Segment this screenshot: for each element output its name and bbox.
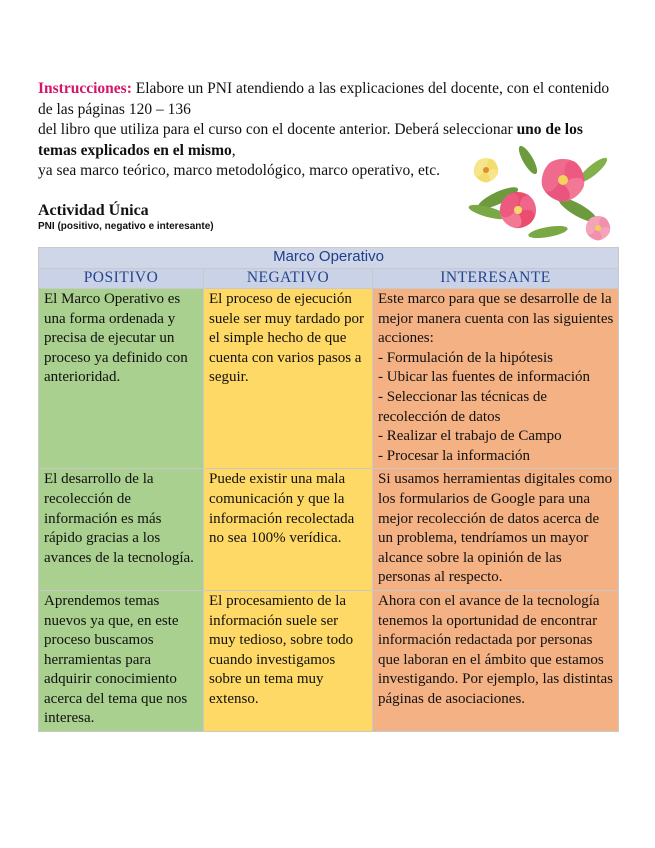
interesante-line: - Formulación de la hipótesis [378, 349, 553, 366]
interesante-cell [373, 590, 619, 731]
flower-small-yellow [472, 158, 501, 185]
activity-title: Actividad Única [38, 202, 149, 219]
instructions-text-1: Elabore un PNI atendiendo a las explicaciones del docente, con el contenido de las páginas 120 – 136 [38, 80, 610, 118]
flowers-decoration [458, 140, 618, 250]
instructions-text-2: del libro que utiliza para el curso con el docente anterior. Deberá seleccionar [38, 121, 517, 138]
instructions-bold: uno de los temas explicados en el mismo [38, 121, 583, 159]
pni-table [38, 247, 619, 732]
negativo-cell: Puede existir una mala comunicación y que la información recolectada no sea 100% verídica. [204, 469, 373, 591]
instructions-label: Instrucciones: [38, 80, 132, 97]
negativo-cell: El proceso de ejecución suele ser muy tardado por el simple hecho de que cuenta con varios pasos a seguir. [204, 289, 373, 469]
table-title-row [39, 248, 619, 269]
table-title: Marco Operativo [39, 248, 619, 269]
positivo-cell: El desarrollo de la recolección de información es más rápido gracias a los avances de la tecnología. [39, 469, 204, 591]
header-interesante: INTERESANTE [373, 269, 619, 289]
interesante-line: - Realizar el trabajo de Campo [378, 428, 562, 445]
interesante-line: - Seleccionar las técnicas de recolección de datos [378, 388, 548, 425]
header-negativo: NEGATIVO [204, 269, 373, 289]
negativo-cell: El procesamiento de la información suele ser muy tedioso, sobre todo cuando investigamos sobre un tema muy extenso. [204, 590, 373, 731]
flower-large [538, 158, 589, 206]
instructions-text-3: , [231, 141, 236, 159]
interesante-line: - Ubicar las fuentes de información [378, 369, 590, 386]
table-row [39, 469, 619, 591]
table-row [39, 289, 619, 469]
interesante-line: Si usamos herramientas digitales como los formularios de Google para una mejor recolección de datos acerca de un problema, tendríamos un mayor alcance sobre la opinión de las personas al respecto. [378, 471, 613, 586]
positivo-cell: Aprendemos temas nuevos ya que, en este proceso buscamos herramientas para adquirir conocimiento acerca del tema que nos interesa. [39, 590, 204, 731]
table-row [39, 590, 619, 731]
positivo-cell: El Marco Operativo es una forma ordenada y precisa de ejecutar un proceso ya definido con anterioridad. [39, 289, 204, 469]
interesante-line: - Procesar la información [378, 447, 531, 464]
instructions-text-4: ya sea marco teórico, marco metodológico, marco operativo, etc. [38, 162, 440, 179]
interesante-cell [373, 289, 619, 469]
interesante-cell [373, 469, 619, 591]
table-header-row [39, 269, 619, 289]
header-positivo: POSITIVO [39, 269, 204, 289]
activity-subtitle: PNI (positivo, negativo e interesante) [38, 221, 214, 232]
interesante-line: Este marco para que se desarrolle de la mejor manera cuenta con las siguientes acciones: [378, 291, 614, 347]
interesante-line: Ahora con el avance de la tecnología tenemos la oportunidad de encontrar información redactada por personas que laboran en el ámbito que estamos investigando. Por ejemplo, las distintas páginas de asociaciones. [378, 592, 613, 707]
